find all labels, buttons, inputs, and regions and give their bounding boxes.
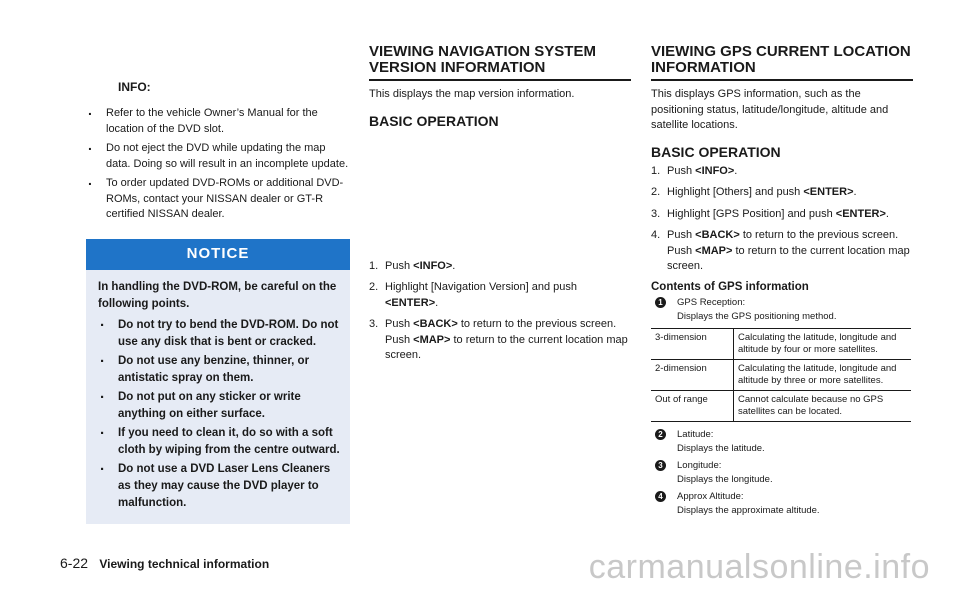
gps-contents-title: Contents of GPS information (651, 280, 809, 293)
key-label: <ENTER> (385, 296, 436, 309)
left-column (86, 78, 350, 524)
section-title: Viewing technical information (99, 557, 270, 571)
item-desc: Displays the longitude. (677, 473, 773, 485)
notice-item: . Do not use a DVD Laser Lens Cleaners as they may cause the DVD player to malfunction. (98, 461, 340, 512)
nav-basic-operation-heading: BASIC OPERATION (369, 112, 499, 129)
figure-space (369, 133, 631, 259)
gps-item-longitude (651, 459, 913, 487)
item-label: Approx Altitude: (677, 490, 744, 502)
gps-item-latitude (651, 428, 913, 456)
step-text: Highlight [Navigation Version] and push (385, 281, 578, 293)
notice-intro: In handling the DVD-ROM, be careful on the following points. (98, 280, 337, 310)
nav-steps (369, 259, 631, 364)
key-label: <INFO> (413, 259, 453, 272)
watermark: carmanualsonline.info (588, 548, 930, 586)
notice-list (98, 317, 340, 512)
key-label: <BACK> (695, 229, 740, 241)
number-badge-icon: 3 (655, 460, 666, 471)
notice-item: . Do not use any benzine, thinner, or antistatic spray on them. (98, 353, 340, 387)
page-footer (60, 555, 269, 571)
gps-steps (651, 164, 913, 275)
key-label: <MAP> (413, 333, 451, 346)
gps-step-1 (651, 164, 913, 180)
key-label: <INFO> (695, 164, 735, 177)
nav-step-3 (369, 317, 631, 364)
table-cell: 3-dimension (651, 328, 734, 359)
step-number: 1. (369, 259, 379, 272)
step-number: 1. (651, 164, 661, 177)
notice-body (86, 270, 350, 524)
step-text: Push (667, 229, 696, 241)
step-number: 2. (651, 186, 661, 198)
item-desc: Displays the latitude. (677, 442, 765, 454)
table-cell: Cannot calculate because no GPS satellites can be located. (734, 390, 912, 421)
notice-box (86, 239, 350, 524)
nav-step-1 (369, 259, 631, 275)
step-text: Push (385, 259, 414, 272)
number-badge-icon: 1 (655, 297, 666, 308)
right-column (651, 44, 913, 521)
step-number: 3. (369, 318, 379, 330)
notice-item: . Do not try to bend the DVD-ROM. Do not use any disk that is bent or cracked. (98, 317, 340, 351)
table-cell: Calculating the latitude, longitude and altitude by three or more satellites. (734, 359, 912, 390)
number-badge-icon: 2 (655, 429, 666, 440)
table-row (651, 390, 911, 421)
step-text: Push (385, 318, 414, 330)
item-label: Latitude: (677, 428, 714, 440)
key-label: <ENTER> (835, 207, 886, 220)
number-badge-icon: 4 (655, 491, 666, 502)
step-number: 2. (369, 281, 379, 293)
table-row (651, 328, 911, 359)
nav-version-intro: This displays the map version information. (369, 88, 575, 100)
step-number: 4. (651, 229, 661, 241)
item-label: GPS Reception: (677, 296, 746, 308)
gps-item-reception (651, 296, 913, 324)
table-cell: Out of range (651, 390, 734, 421)
item-desc: Displays the GPS positioning method. (677, 310, 837, 322)
item-label: Longitude: (677, 459, 722, 471)
gps-basic-operation-heading: BASIC OPERATION (651, 143, 781, 160)
step-text: to return to the previous screen. Push (667, 229, 899, 257)
step-text: Highlight [Others] and push (667, 186, 804, 198)
nav-version-heading: VIEWING NAVIGATION SYSTEM VERSION INFORMATION (369, 44, 631, 81)
step-text: Push (667, 164, 696, 177)
key-label: <BACK> (413, 318, 458, 330)
table-row (651, 359, 911, 390)
gps-step-4 (651, 228, 913, 275)
step-text: . (435, 296, 439, 309)
step-number: 3. (651, 207, 661, 220)
info-bullet: . To order updated DVD-ROMs or additional DVD-ROMs, contact your NISSAN dealer or GT-R certified NISSAN dealer. (86, 176, 350, 223)
step-text: to return to the current location map screen. (667, 244, 910, 272)
gps-step-3 (651, 207, 913, 223)
key-label: <ENTER> (803, 186, 854, 198)
gps-step-2 (651, 185, 913, 201)
step-text: . (853, 186, 857, 198)
item-desc: Displays the approximate altitude. (677, 504, 820, 516)
info-bullet: . Do not eject the DVD while updating the map data. Doing so will result in an incomplete update. (86, 141, 350, 172)
step-text: . (452, 259, 456, 272)
nav-step-2 (369, 280, 631, 311)
gps-intro: This displays GPS information, such as the positioning status, latitude/longitude, altitude and satellite locations. (651, 88, 889, 131)
step-text: to return to the previous screen. Push (385, 318, 617, 346)
step-text: . (885, 207, 889, 220)
info-bullet: . Refer to the vehicle Owner’s Manual for the location of the DVD slot. (86, 106, 350, 137)
notice-item: . Do not put on any sticker or write anything on either surface. (98, 389, 340, 423)
middle-column (369, 44, 631, 370)
key-label: <MAP> (695, 244, 733, 257)
step-text: . (734, 164, 738, 177)
gps-item-altitude (651, 490, 913, 518)
table-cell: 2-dimension (651, 359, 734, 390)
gps-heading: VIEWING GPS CURRENT LOCATION INFORMATION (651, 44, 913, 81)
info-bullets (86, 106, 350, 223)
table-cell: Calculating the latitude, longitude and altitude by four or more satellites. (734, 328, 912, 359)
gps-reception-table (651, 328, 911, 422)
page-number: 6-22 (60, 555, 89, 571)
step-text: Highlight [GPS Position] and push (667, 207, 836, 220)
info-title: INFO: (118, 80, 151, 94)
notice-title: NOTICE (86, 239, 350, 270)
step-text: to return to the current location map screen. (385, 333, 628, 361)
notice-item: . If you need to clean it, do so with a soft cloth by wiping from the centre outward. (98, 425, 340, 459)
